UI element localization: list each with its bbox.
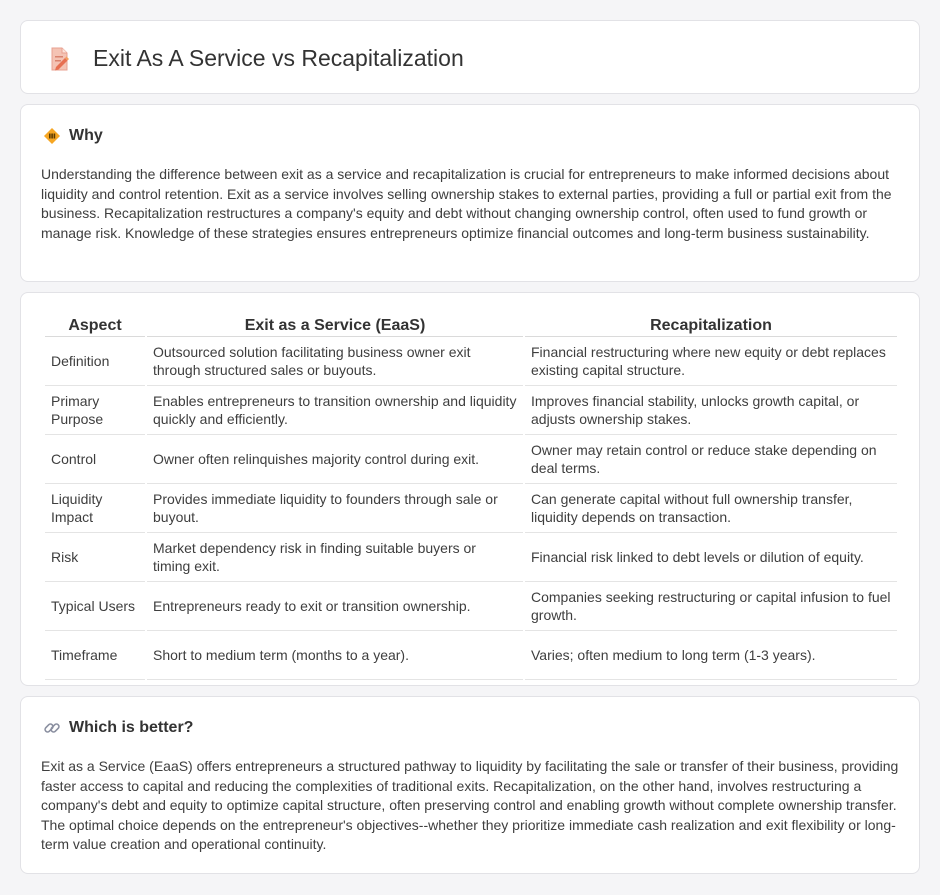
eaas-cell: Outsourced solution facilitating business owner exit through structured sales or buyouts.	[147, 337, 523, 386]
aspect-cell: Timeframe	[45, 631, 145, 680]
aspect-cell: Typical Users	[45, 582, 145, 631]
table-row	[45, 533, 897, 582]
why-text: Understanding the difference between exit as a service and recapitalization is crucial for entrepreneurs to make informed decisions about liquidity and control retention. Exit as a service involves selling ownership stakes to external parties, providing a full or partial exit from the business. Recapitalization restructures a company's equity and debt without changing ownership control, often used to fund growth or manage risk. Knowledge of these strategies ensures entrepreneurs optimize financial outcomes and long-term business sustainability.	[41, 166, 892, 241]
table-header-row	[45, 315, 897, 337]
eaas-cell: Enables entrepreneurs to transition ownership and liquidity quickly and efficiently.	[147, 386, 523, 435]
aspect-cell: Definition	[45, 337, 145, 386]
better-text: Exit as a Service (EaaS) offers entrepreneurs a structured pathway to liquidity by facilitating the sale or transfer of their business, providing faster access to capital and reducing the complexities of traditional exits. Recapitalization, on the other hand, involves restructuring a company's debt and equity to optimize capital structure, often preserving control and enabling growth without complete ownership transfer. The optimal choice depends on the entrepreneur's objectives--whether they prioritize immediate cash realization and exit flexibility or long-term value creation and operational continuity.	[41, 758, 899, 853]
eaas-cell: Provides immediate liquidity to founders through sale or buyout.	[147, 484, 523, 533]
recap-cell: Varies; often medium to long term (1-3 years).	[525, 631, 897, 680]
comparison-card	[20, 292, 920, 686]
aspect-cell: Primary Purpose	[45, 386, 145, 435]
header-recap: Recapitalization	[525, 315, 897, 337]
recap-cell: Improves financial stability, unlocks growth capital, or adjusts ownership stakes.	[525, 386, 897, 435]
why-card	[20, 104, 920, 282]
page-title: Exit As A Service vs Recapitalization	[93, 45, 464, 71]
table-row	[45, 484, 897, 533]
which-is-better-card	[20, 696, 920, 874]
recap-cell: Financial restructuring where new equity or debt replaces existing capital structure.	[525, 337, 897, 386]
link-icon	[43, 719, 61, 737]
eaas-cell: Short to medium term (months to a year).	[147, 631, 523, 680]
table-row	[45, 435, 897, 484]
aspect-cell: Risk	[45, 533, 145, 582]
header-eaas: Exit as a Service (EaaS)	[147, 315, 523, 337]
document-pencil-icon	[47, 46, 71, 72]
warning-diamond-icon	[43, 127, 61, 145]
table-row	[45, 582, 897, 631]
why-title: Why	[69, 127, 103, 144]
table-row	[45, 337, 897, 386]
recap-cell: Companies seeking restructuring or capital infusion to fuel growth.	[525, 582, 897, 631]
aspect-cell: Liquidity Impact	[45, 484, 145, 533]
recap-cell: Financial risk linked to debt levels or dilution of equity.	[525, 533, 897, 582]
header-aspect: Aspect	[45, 315, 145, 337]
eaas-cell: Market dependency risk in finding suitable buyers or timing exit.	[147, 533, 523, 582]
eaas-cell: Entrepreneurs ready to exit or transition ownership.	[147, 582, 523, 631]
recap-cell: Can generate capital without full ownership transfer, liquidity depends on transaction.	[525, 484, 897, 533]
recap-cell: Owner may retain control or reduce stake depending on deal terms.	[525, 435, 897, 484]
aspect-cell: Control	[45, 435, 145, 484]
table-row	[45, 631, 897, 680]
table-row	[45, 386, 897, 435]
header-card	[20, 20, 920, 94]
comparison-table	[43, 315, 899, 680]
eaas-cell: Owner often relinquishes majority control during exit.	[147, 435, 523, 484]
better-title: Which is better?	[69, 719, 194, 736]
